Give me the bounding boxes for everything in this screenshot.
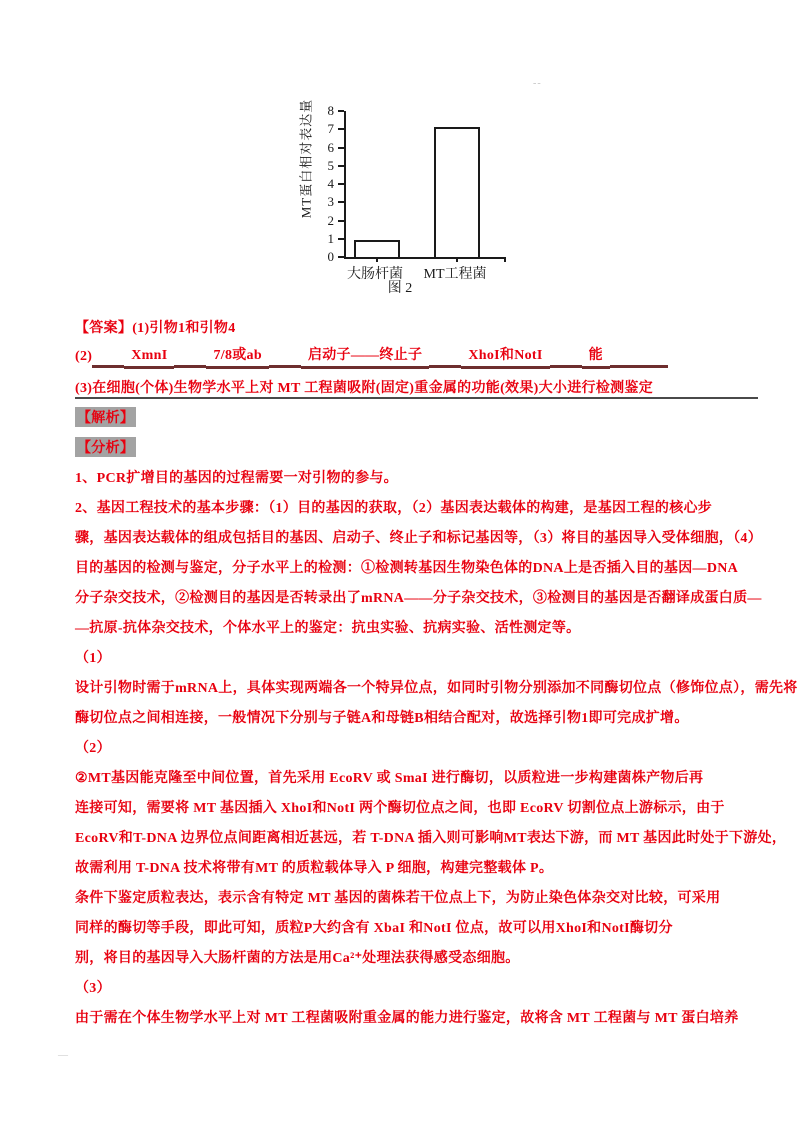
line-text: 故需利用 T-DNA 技术将带有MT 的质粒载体导入 P 细胞，构建完整载体 P。 [75, 861, 554, 876]
section-header: 【解析】 [75, 407, 136, 427]
figure-2 [287, 85, 513, 305]
y-tick-label: 8 [327, 103, 334, 118]
text-line [75, 972, 775, 1002]
line-text: 连接可知，需要将 MT 基因插入 XhoI和NotI 两个酶切位点之间，也即 EcoRV 切割位点上游标示，由于 [75, 801, 725, 816]
x-tick-label: 大肠杆菌 [347, 267, 403, 282]
y-tick-label: 0 [327, 249, 334, 264]
text-line [75, 942, 775, 972]
text-line [75, 822, 787, 852]
y-axis-title: MT蛋白相对表达量 [298, 98, 314, 219]
line-text: 目的基因的检测与鉴定，分子水平上的检测：①检测转基因生物染色体的DNA上是否插入目的基因—DNA [75, 561, 739, 576]
text-line [75, 852, 775, 882]
text-line [75, 672, 798, 702]
line-text: （3） [75, 981, 111, 996]
line-text: 【答案】(1)引物1和引物4 [75, 321, 236, 336]
y-tick-mark [338, 165, 344, 167]
answer-blank-underline [75, 397, 758, 399]
plot-area [327, 103, 506, 264]
line-text: EcoRV和T-DNA 边界位点间距离相近甚远，若 T-DNA 插入则可影响MT表达下游，而 MT 基因此时处于下游处， [75, 831, 787, 846]
blank-underline [550, 347, 582, 368]
line-text: 骤，基因表达载体的组成包括目的基因、启动子、终止子和标记基因等，（3）将目的基因导入受体细胞，（4） [75, 531, 762, 546]
line-text: （2） [75, 741, 111, 756]
figure-caption: 图 2 [387, 281, 413, 296]
line-text: 设计引物时需于mRNA上，具体实现两端各一个特异位点，如同时引物分别添加不同酶切位点（修饰位点），需先将 [75, 681, 798, 696]
blank-prefix: (2) [75, 349, 93, 364]
y-tick-label: 7 [327, 121, 334, 137]
text-line [75, 642, 775, 672]
blank-answer: XhoI和NotI [461, 345, 549, 369]
text-line [75, 462, 775, 492]
blank-answer: XmnI [124, 345, 174, 369]
line-text: (3)在细胞(个体)生物学水平上对 MT 工程菌吸附(固定)重金属的功能(效果)大小进行检测鉴定 [75, 381, 653, 396]
line-text: 1、PCR扩增目的基因的过程需要一对引物的参与。 [75, 471, 398, 486]
text-line [75, 732, 775, 762]
answer-analysis-text [75, 312, 798, 1032]
y-tick-mark [338, 256, 344, 258]
text-line [75, 612, 775, 642]
scan-artifact-bottom-left: — [58, 1050, 69, 1061]
line-text: ②MT基因能克隆至中间位置，首先采用 EcoRV 或 SmaI 进行酶切，以质粒进一步构建菌株产物后再 [75, 771, 704, 786]
text-line [75, 552, 775, 582]
text-line [75, 402, 775, 432]
line-text: （1） [75, 651, 111, 666]
x-tick-mark [456, 257, 458, 262]
text-line [75, 312, 775, 342]
y-tick-mark [338, 238, 344, 240]
y-tick-label: 4 [327, 176, 334, 191]
blank-underline [269, 347, 301, 368]
text-line [75, 342, 775, 372]
y-tick-mark [338, 110, 344, 112]
text-line [75, 522, 775, 552]
text-line [75, 372, 775, 402]
y-tick-label: 3 [327, 194, 334, 210]
line-text: 由于需在个体生物学水平上对 MT 工程菌吸附重金属的能力进行鉴定，故将含 MT 工程菌与 MT 蛋白培养 [75, 1011, 739, 1026]
blank-underline [92, 347, 124, 368]
line-text: 分子杂交技术，②检测目的基因是否转录出了mRNA——分子杂交技术，③检测目的基因是否翻译成蛋白质— [75, 591, 762, 606]
text-line [75, 762, 775, 792]
y-tick-mark [338, 128, 344, 130]
y-tick-mark [338, 147, 344, 149]
text-line [75, 582, 775, 612]
text-line [75, 492, 775, 522]
bar-MT工程菌 [434, 127, 480, 257]
blank-answer: 能 [582, 345, 610, 369]
blank-answer: 启动子——终止子 [301, 345, 429, 369]
y-tick-mark [338, 201, 344, 203]
text-line [75, 432, 775, 462]
line-text: —抗原-抗体杂交技术，个体水平上的鉴定：抗虫实验、抗病实验、活性测定等。 [75, 621, 581, 636]
text-line [75, 912, 775, 942]
y-tick-label: 1 [327, 230, 334, 246]
y-tick-label: 2 [327, 212, 334, 228]
scan-artifact-top-right: -- [533, 78, 542, 89]
blank-answer: 7/8或ab [206, 345, 268, 369]
bar-大肠杆菌 [354, 240, 400, 257]
y-tick-mark [338, 220, 344, 222]
y-tick-mark [338, 183, 344, 185]
blank-underline [429, 347, 461, 368]
text-line [75, 702, 775, 732]
blank-underline [174, 347, 206, 368]
blank-underline [610, 347, 668, 368]
x-tick-label: MT工程菌 [423, 267, 487, 282]
line-text: 条件下鉴定质粒表达，表示含有特定 MT 基因的菌株若干位点上下，为防止染色体杂交对比较，可采用 [75, 891, 721, 906]
text-line [75, 792, 775, 822]
line-text: 2、基因工程技术的基本步骤：（1）目的基因的获取，（2）基因表达载体的构建，是基因工程的核心步 [75, 501, 713, 516]
section-header: 【分析】 [75, 437, 136, 457]
y-tick-label: 5 [327, 157, 334, 173]
line-text: 酶切位点之间相连接，一般情况下分别与子链A和母链B相结合配对，故选择引物1即可完成扩增。 [75, 711, 689, 726]
line-text: 同样的酶切等手段，即此可知，质粒P大约含有 XbaI 和NotI 位点，故可以用XhoI和NotI酶切分 [75, 921, 673, 936]
x-axis-end-tick [504, 257, 506, 262]
x-tick-mark [376, 257, 378, 262]
text-line [75, 1002, 775, 1032]
text-line [75, 882, 775, 912]
y-tick-label: 6 [327, 139, 334, 155]
line-text: 别，将目的基因导入大肠杆菌的方法是用Ca²⁺处理法获得感受态细胞。 [75, 951, 520, 966]
